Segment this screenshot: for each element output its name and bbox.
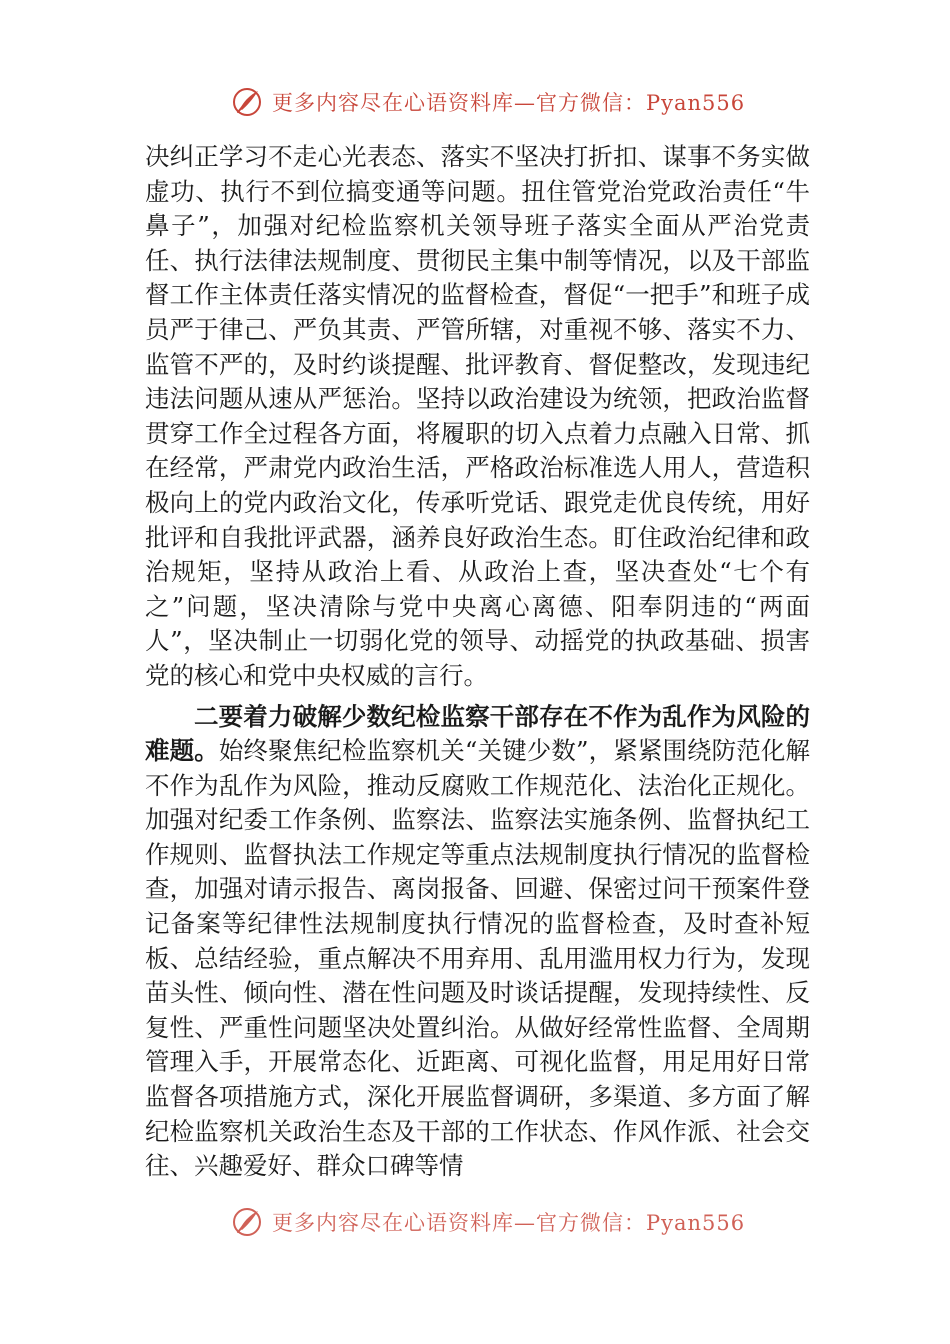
watermark-banner-bottom <box>230 1200 750 1244</box>
paragraph <box>145 700 810 1184</box>
document-body <box>145 140 810 1184</box>
paragraph: 决纠正学习不走心光表态、落实不坚决打折扣、谋事不务实做虚功、执行不到位搞变通等问题。扭住管党治党政治责任“牛鼻子”，加强对纪检监察机关领导班子落实全面从严治党责任、执行法律法规制度、贯彻民主集中制等情况，以及干部监督工作主体责任落实情况的监督检查，督促“一把手”和班子成员严于律己、严负其责、严管所辖，对重视不够、落实不力、监管不严的，及时约谈提醒、批评教育、督促整改，发现违纪违法问题从速从严惩治。坚持以政治建设为统领，把政治监督贯穿工作全过程各方面，将履职的切入点着力点融入日常、抓在经常，严肃党内政治生活，严格政治标准选人用人，营造积极向上的党内政治文化，传承听党话、跟党走优良传统，用好批评和自我批评武器，涵养良好政治生态。盯住政治纪律和政治规矩，坚持从政治上看、从政治上查，坚决查处“七个有之”问题，坚决清除与党中央离心离德、阳奉阴违的“两面人”，坚决制止一切弱化党的领导、动摇党的执政基础、损害党的核心和党中央权威的言行。 <box>145 142 810 690</box>
quill-logo-icon <box>230 1205 264 1239</box>
paragraph-body: 始终聚焦纪检监察机关“关键少数”，紧紧围绕防范化解不作为乱作为风险，推动反腐败工作规范化、法治化正规化。加强对纪委工作条例、监察法、监察法实施条例、监督执纪工作规则、监督执法工作规定等重点法规制度执行情况的监督检查，加强对请示报告、离岗报备、回避、保密过问干预案件登记备案等纪律性法规制度执行情况的监督检查，及时查补短板、总结经验，重点解决不用弃用、乱用滥用权力行为，发现苗头性、倾向性、潜在性问题及时谈话提醒，发现持续性、反复性、严重性问题坚决处置纠治。从做好经常性监督、全周期管理入手，开展常态化、近距离、可视化监督，用足用好日常监督各项措施方式，深化开展监督调研，多渠道、多方面了解纪检监察机关政治生态及干部的工作状态、作风作派、社会交往、兴趣爱好、群众口碑等情 <box>145 736 810 1181</box>
paragraph-heading: 二要着力破解少数纪检监察干部存在不作为乱作为风险的难题。 <box>145 701 810 766</box>
quill-logo-icon <box>230 85 264 119</box>
watermark-banner-top <box>230 80 750 124</box>
watermark-text: 更多内容尽在心语资料库—官方微信：Pyan556 <box>272 91 746 115</box>
watermark-text: 更多内容尽在心语资料库—官方微信：Pyan556 <box>272 1211 746 1235</box>
